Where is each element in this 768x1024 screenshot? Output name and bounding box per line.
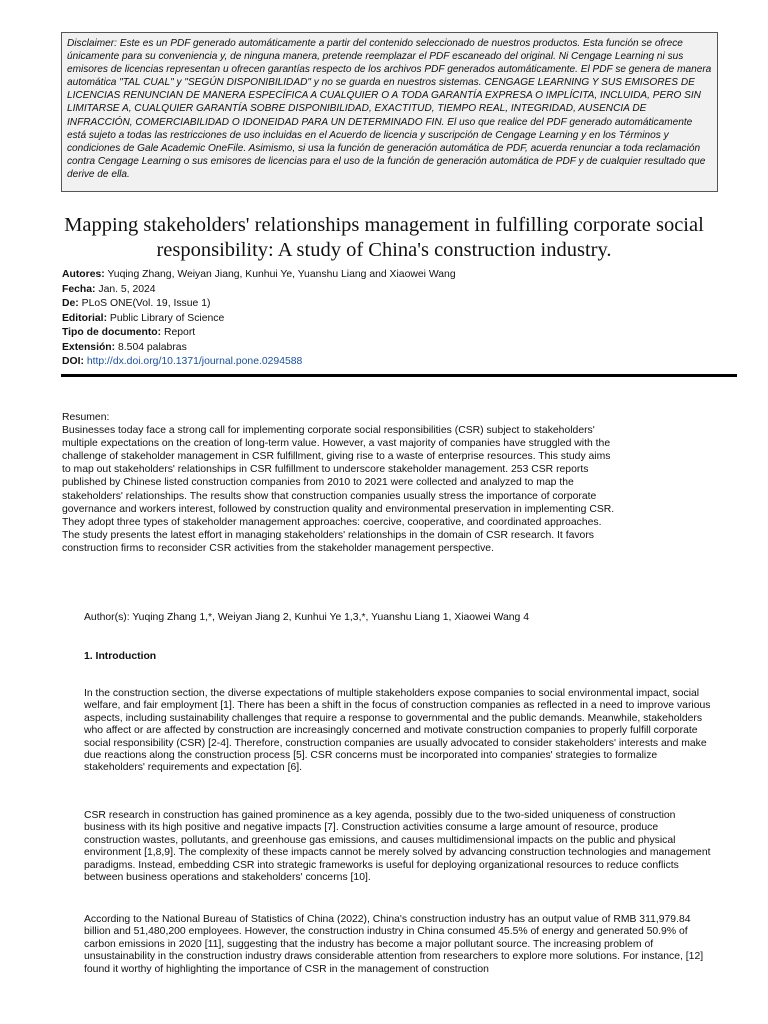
- meta-length: [62, 341, 456, 356]
- body-paragraph: In the construction section, the diverse expectations of multiple stakeholders expose companies to social environmental impact, social welfare, and fair employment [1]. There has been a shift in the focus of construction companies as reflected in a need to improve various aspects, including sustainability challenges that require a response to governmental and the public demands. Meanwhile, stakeholders who affect or are affected by construction are increasingly concerned and motivate construction companies to properly fulfill corporate social responsibility (CSR) [2-4]. Therefore, construction companies are usually advocated to consider stakeholders' interests and make due reactions along the construction process [5]. CSR concerns must be incorporated into companies' strategies to formalize stakeholders' requirements and expectation [6].: [84, 688, 711, 774]
- abstract: [62, 411, 622, 555]
- doi-link[interactable]: http://dx.doi.org/10.1371/journal.pone.0294588: [86, 356, 303, 367]
- meta-source: [62, 297, 456, 312]
- meta-doi-label: DOI:: [62, 356, 84, 367]
- abstract-text: Businesses today face a strong call for implementing corporate social responsibilities (CSR) subject to stakeholders' multiple expectations on the creation of long-term value. However, a vast majority of companies have struggled with the challenge of stakeholder management in CSR fulfillment, giving rise to a waste of enterprise resources. This study aims to map out stakeholders' relationships in CSR fulfillment to underscore stakeholder management. 253 CSR reports published by Chinese listed construction companies from 2010 to 2021 were collected and analyzed to map the stakeholders' relationships. The results show that construction companies usually stress the importance of corporate governance and workers interest, followed by construction quality and environmental preservation in implementing CSR. They adopt three types of stakeholder management approaches: coercive, cooperative, and coordinated approaches. The study presents the latest effort in managing stakeholders' relationships in the domain of CSR research. It favors construction firms to reconsider CSR activities from the stakeholder management perspective.: [62, 425, 615, 554]
- meta-doctype-value: Report: [163, 327, 196, 338]
- meta-length-value: 8.504 palabras: [118, 341, 187, 353]
- abstract-label: Resumen:: [62, 412, 110, 423]
- meta-date-value: Jan. 5, 2024: [98, 283, 156, 295]
- section-heading: 1. Introduction: [84, 651, 157, 662]
- meta-publisher-label: Editorial:: [62, 312, 108, 324]
- meta-doctype-label: Tipo de documento:: [62, 327, 162, 338]
- meta-length-label: Extensión:: [62, 341, 116, 353]
- meta-source-label: De:: [62, 298, 79, 309]
- body-authors-line: Author(s): Yuqing Zhang 1,*, Weiyan Jiang 2, Kunhui Ye 1,3,*, Yuanshu Liang 1, Xiaowei Wang 4: [84, 612, 529, 623]
- body-paragraph: CSR research in construction has gained prominence as a key agenda, possibly due to the two-sided uniqueness of construction business with its high positive and negative impacts [7]. Construction activities consume a large amount of resource, produce construction wastes, pollutants, and greenhouse gas emissions, and causes multidimensional impacts on the public and physical environment [1,8,9]. The complexity of these impacts cannot be merely solved by advancing construction technologies and management paradigms. Instead, embedding CSR into strategic frameworks is useful for deploying organizational resources to reduce conflicts between business operations and stakeholders' concerns [10].: [84, 810, 711, 884]
- meta-doctype: [62, 326, 456, 341]
- disclaimer-box: Disclaimer: Este es un PDF generado automáticamente a partir del contenido seleccionado de nuestros productos. Esta función se ofrece únicamente para su conveniencia y, de ninguna manera, pretende reemplazar el PDF escaneado del original. Ni Cengage Learning ni sus emisores de licencias representan u ofrecen garantías respecto de los archivos PDF generados automáticamente. El PDF se genera de manera automática "TAL CUAL" y "SEGÚN DISPONIBILIDAD" y no se guarda en nuestros sistemas. CENGAGE LEARNING Y SUS EMISORES DE LICENCIAS RENUNCIAN DE MANERA ESPECÍFICA A CUALQUIER O A TODA GARANTÍA EXPRESA O IMPLÍCITA, INCLUIDA, PERO SIN LIMITARSE A, CUALQUIER GARANTÍA SOBRE DISPONIBILIDAD, EXACTITUD, TIEMPO REAL, INTEGRIDAD, AUSENCIA DE INFRACCIÓN, COMERCIABILIDAD O IDONEIDAD PARA UN DETERMINADO FIN. El uso que realice del PDF generado automáticamente está sujeto a todas las restricciones de uso incluidas en el Acuerdo de licencia y suscripción de Cengage Learning y en los Términos y condiciones de Gale Academic OneFile. Asimismo, si usa la función de generación automática de PDF, acuerda renunciar a toda reclamación contra Cengage Learning o sus emisores de licencias para el uso de la función de generación automática de PDF y de cualquier resultado que derive de ella.: [61, 32, 718, 192]
- meta-source-value: PLoS ONE(Vol. 19, Issue 1): [81, 298, 211, 309]
- article-title: Mapping stakeholders' relationships management in fulfilling corporate social responsibility: A study of China's construction industry.: [64, 214, 704, 261]
- meta-publisher: [62, 312, 456, 327]
- meta-publisher-value: Public Library of Science: [109, 312, 225, 324]
- article-metadata: [62, 268, 456, 370]
- meta-date: [62, 283, 456, 298]
- meta-doi: [62, 355, 456, 370]
- meta-date-label: Fecha:: [62, 283, 96, 295]
- section-divider: [61, 374, 737, 377]
- meta-authors: [62, 268, 456, 283]
- body-paragraph: According to the National Bureau of Statistics of China (2022), China's construction industry has an output value of RMB 311,979.84 billion and 51,480,200 employees. However, the construction industry in China consumed 45.5% of energy and generated 50.9% of carbon emissions in 2020 [11], suggesting that the industry has become a major pollutant source. The increasing problem of unsustainability in the construction industry draws considerable attention from researchers to explore more solutions. For instance, [12] found it worthy of highlighting the importance of CSR in the management of construction: [84, 914, 704, 975]
- meta-authors-label: Autores:: [62, 269, 105, 280]
- meta-authors-value: Yuqing Zhang, Weiyan Jiang, Kunhui Ye, Yuanshu Liang and Xiaowei Wang: [107, 269, 456, 280]
